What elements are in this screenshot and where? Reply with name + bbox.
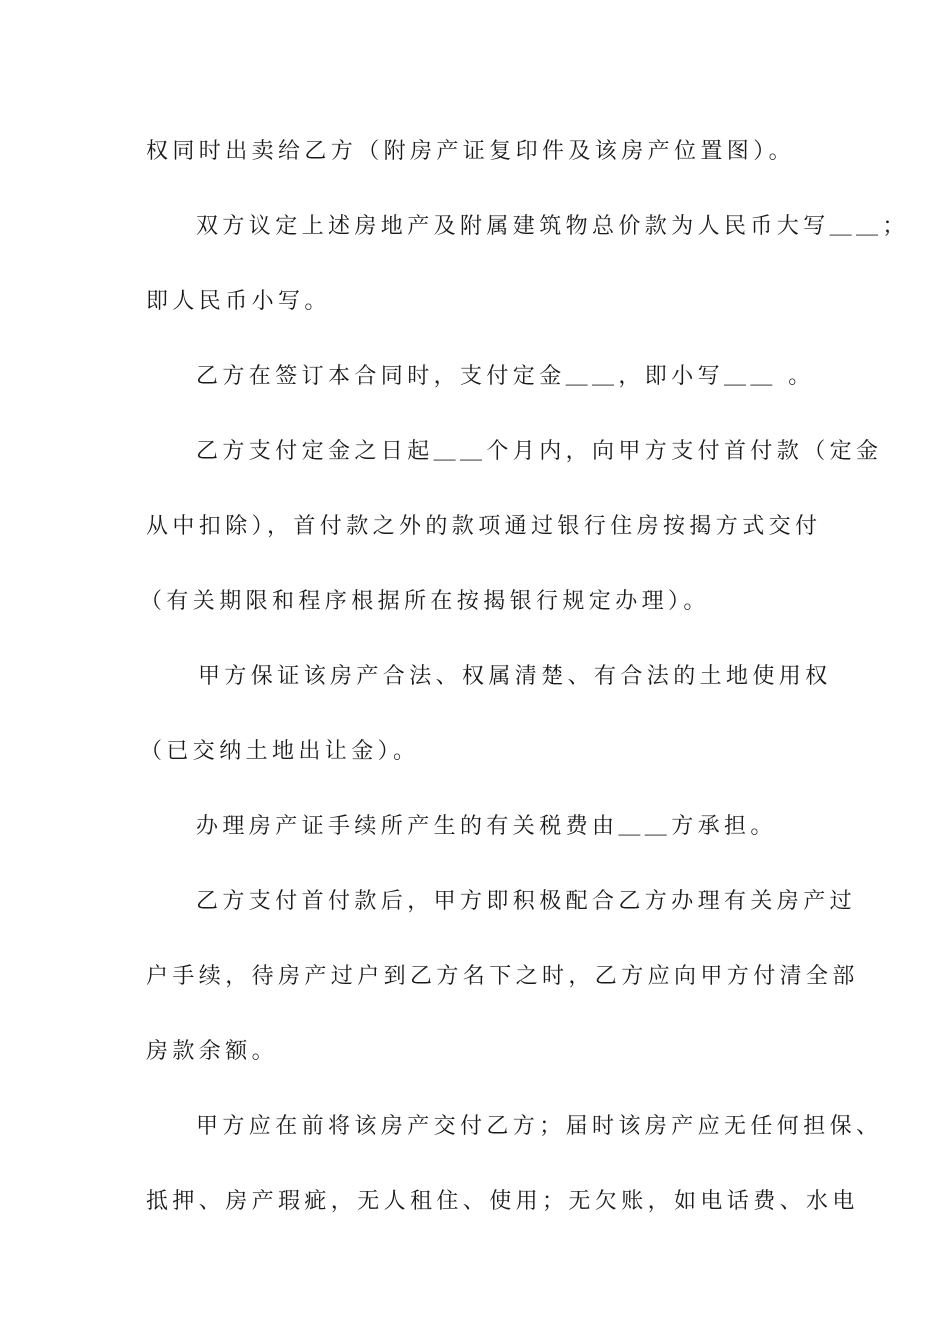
paragraph-line: （已交纳土地出让金）。: [140, 739, 420, 764]
paragraph-line: 甲方保证该房产合法、权属清楚、有合法的土地使用权: [198, 664, 832, 689]
paragraph-line: （有关期限和程序根据所在按揭银行规定办理）。: [140, 589, 710, 614]
paragraph-line: 抵押、房产瑕疵，无人租住、使用；无欠账，如电话费、水电: [146, 1189, 859, 1214]
paragraph-line: 从中扣除），首付款之外的款项通过银行住房按揭方式交付: [146, 514, 822, 539]
paragraph-line: 甲方应在前将该房产交付乙方；届时该房产应无任何担保、: [196, 1114, 883, 1139]
paragraph-line: 房款余额。: [146, 1039, 279, 1064]
paragraph-line: 乙方支付首付款后，甲方即积极配合乙方办理有关房产过: [196, 889, 857, 914]
paragraph-line: 户手续，待房产过户到乙方名下之时，乙方应向甲方付清全部: [146, 964, 859, 989]
paragraph-line: 权同时出卖给乙方（附房产证复印件及该房产位置图）。: [146, 139, 796, 164]
paragraph-line: 乙方在签订本合同时，支付定金＿＿，即小写＿＿ 。: [196, 364, 815, 389]
paragraph-line: 双方议定上述房地产及附属建筑物总价款为人民币大写＿＿；: [196, 214, 909, 239]
paragraph-line: 办理房产证手续所产生的有关税费由＿＿方承担。: [196, 814, 777, 839]
paragraph-line: 乙方支付定金之日起＿＿个月内，向甲方支付首付款（定金: [196, 439, 883, 464]
paragraph-line: 即人民币小写。: [146, 289, 331, 314]
